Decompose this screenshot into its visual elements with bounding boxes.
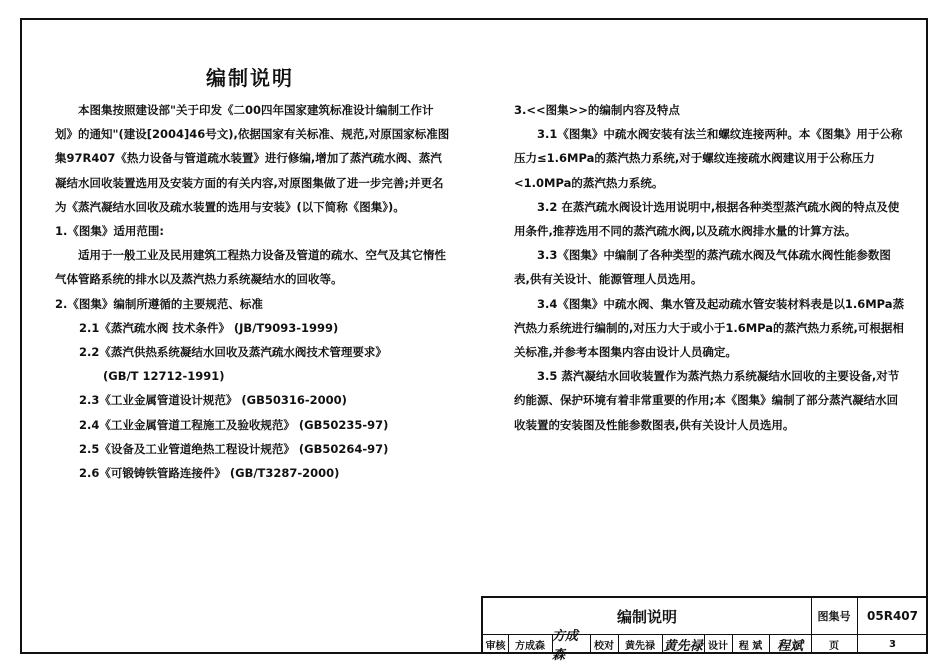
check-signature: 黄先禄 xyxy=(663,638,703,654)
drawing-title: 编制说明 xyxy=(616,607,677,626)
atlas-number: 05R407 xyxy=(867,609,918,623)
left-column xyxy=(55,98,450,485)
standard-item: 2.5《设备及工业管道绝热工程设计规范》 (GB50264-97) xyxy=(79,441,389,456)
section3-heading: 3.<<图集>>的编制内容及特点 xyxy=(514,103,680,117)
section3-item: 3.2 在蒸汽疏水阀设计选用说明中,根据各种类型蒸汽疏水阀的特点及使用条件,推荐选用不同的蒸汽疏水阀,以及疏水阀排水量的计算方法。 xyxy=(514,199,900,239)
design-label: 设计 xyxy=(708,640,728,652)
standard-item: 2.2《蒸汽供热系统凝结水回收及蒸汽疏水阀技术管理要求》 xyxy=(79,345,387,360)
standard-item: 2.6《可锻铸铁管路连接件》 (GB/T3287-2000) xyxy=(79,466,340,481)
title-block xyxy=(481,596,928,663)
section1-heading: 1.《图集》适用范围: xyxy=(55,224,164,239)
page-title: 编制说明 xyxy=(206,66,294,90)
standard-item: 2.3《工业金属管道设计规范》 (GB50316-2000) xyxy=(79,393,347,408)
review-signature: 方成森 xyxy=(552,629,579,663)
design-name: 程 斌 xyxy=(738,640,763,652)
review-label: 审核 xyxy=(485,640,506,652)
right-column xyxy=(514,98,906,437)
section3-item: 3.5 蒸汽凝结水回收装置作为蒸汽热力系统凝结水回收的主要设备,对节约能源、保护环境有着非常重要的作用;本《图集》编制了部分蒸汽凝结水回收装置的安装图及性能参数图表,供有关设计人员选用。 xyxy=(514,369,900,432)
section1-body: 适用于一般工业及民用建筑工程热力设备及管道的疏水、空气及其它惰性气体管路系统的排水以及蒸汽热力系统凝结水的回收等。 xyxy=(55,248,446,287)
page-number: 3 xyxy=(889,638,896,650)
review-name: 方成森 xyxy=(515,640,545,652)
page-label: 页 xyxy=(829,640,839,652)
section2-heading: 2.《图集》编制所遵循的主要规范、标准 xyxy=(55,296,263,311)
atlas-label: 图集号 xyxy=(817,610,851,623)
section3-item: 3.4《图集》中疏水阀、集水管及起动疏水管安装材料表是以1.6MPa蒸汽热力系统进行编制的,对压力大于或小于1.6MPa的蒸汽热力系统,可根据相关标准,并参考本图集内容由设计人员确定。 xyxy=(514,296,905,360)
check-name: 黄先禄 xyxy=(625,640,655,652)
standard-item: 2.1《蒸汽疏水阀 技术条件》 (JB/T9093-1999) xyxy=(79,320,339,335)
section3-item: 3.3《图集》中编制了各种类型的蒸汽疏水阀及气体疏水阀性能参数图表,供有关设计、能源管理人员选用。 xyxy=(514,248,891,287)
check-label: 校对 xyxy=(594,640,614,652)
intro-paragraph: 本图集按照建设部"关于印发《二00四年国家建筑标准设计编制工作计划》的通知"(建设[2004]46号文),依据国家有关标准、规范,对原国家标准图集97R407《热力设备与管道疏水装置》进行修编,增加了蒸汽疏水阀、蒸汽凝结水回收装置选用及安装方面的有关内容,对原图集做了进一步完善;并更名为《蒸汽凝结水回收及疏水装置的选用与安装》(以下简称《图集》)。 xyxy=(55,103,450,214)
standard-code: (GB/T 12712-1991) xyxy=(103,369,225,384)
design-signature: 程斌 xyxy=(776,638,803,654)
standard-item: 2.4《工业金属管道工程施工及验收规范》 (GB50235-97) xyxy=(79,417,389,432)
section3-item: 3.1《图集》中疏水阀安装有法兰和螺纹连接两种。本《图集》用于公称压力≤1.6MPa的蒸汽热力系统,对于螺纹连接疏水阀建议用于公称压力<1.0MPa的蒸汽热力系统。 xyxy=(514,127,903,190)
